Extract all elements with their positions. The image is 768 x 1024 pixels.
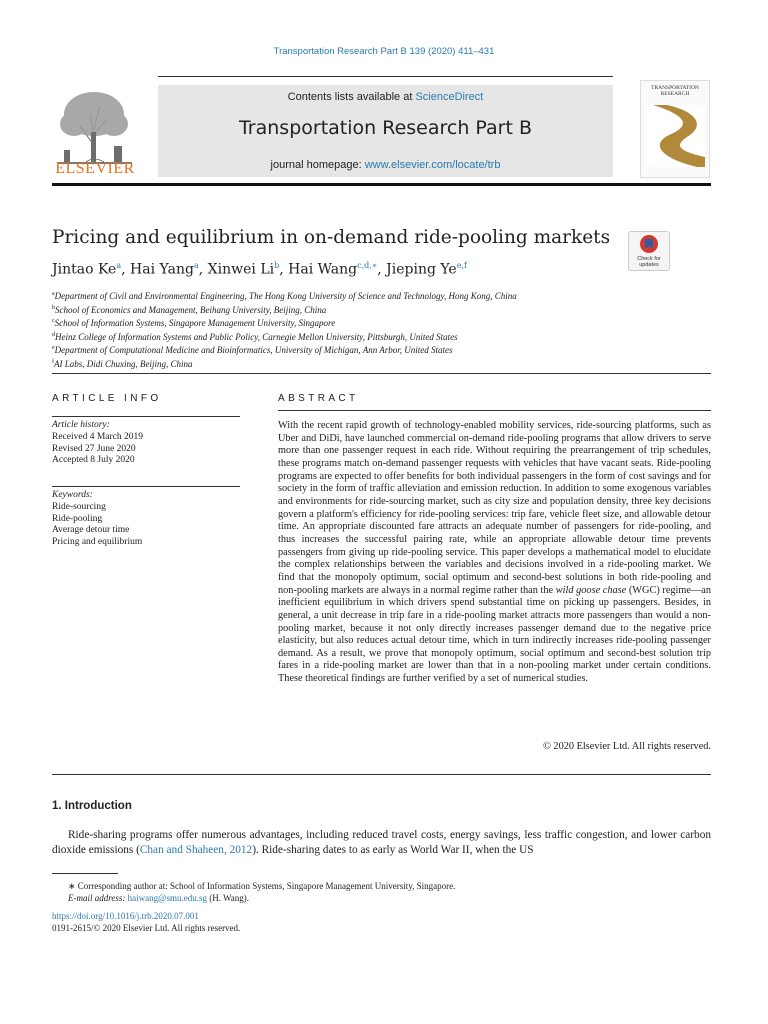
abstract-rule [278, 410, 711, 411]
abstract-copyright: © 2020 Elsevier Ltd. All rights reserved. [543, 741, 711, 752]
affiliation-marker: d [52, 331, 55, 338]
affiliation-marker: a [52, 291, 55, 297]
issn-line: 0191-2615/© 2020 Elsevier Ltd. All rights reserved. [52, 923, 241, 933]
homepage-prefix: journal homepage: [270, 159, 365, 171]
affiliation-list [52, 289, 692, 371]
section-heading-introduction: 1. Introduction [52, 800, 132, 812]
article-title: Pricing and equilibrium in on-demand ride-pooling markets [52, 227, 611, 248]
citation-link[interactable]: Chan and Shaheen, 2012 [139, 844, 253, 856]
introduction-paragraph [52, 828, 711, 858]
author-name[interactable]: Xinwei Li [207, 261, 275, 278]
affiliation-text: School of Information Systems, Singapore Management University, Singapore [54, 318, 336, 329]
affiliation-marker: e [52, 345, 55, 352]
article-history [52, 420, 240, 467]
doi-link[interactable]: https://doi.org/10.1016/j.trb.2020.07.001 [52, 911, 199, 921]
article-info-rule [52, 416, 240, 417]
author-affil-marker[interactable]: a [193, 261, 199, 270]
history-item: Accepted 8 July 2020 [52, 455, 135, 466]
abstract-divider [52, 774, 711, 775]
check-for-updates-button[interactable] [628, 231, 670, 271]
abstract-italic-term: wild goose chase [555, 584, 627, 596]
email-note [52, 892, 711, 904]
crossmark-icon [629, 232, 669, 256]
affiliation-item [52, 357, 692, 371]
keywords-rule [52, 486, 240, 487]
affiliation-text: Department of Civil and Environmental Engineering, The Hong Kong University of Science and Technology, Hong Kong, China [54, 291, 517, 301]
author-affil-marker[interactable]: b [274, 261, 280, 270]
email-link[interactable]: haiwang@smu.edu.sg [127, 893, 207, 903]
email-suffix: (H. Wang). [209, 893, 250, 903]
affiliation-item [52, 303, 692, 317]
abstract-heading: ABSTRACT [278, 393, 359, 404]
masthead-top-rule [158, 76, 613, 77]
email-label: E-mail address: [68, 893, 126, 903]
intro-text-part2: ). Ride-sharing dates to as early as World War II, when the US [252, 844, 534, 856]
intro-text-part1: Ride-sharing programs offer numerous advantages, including reduced travel costs, energy savings, less traffic congestion, and lower carbon dioxide emissions ( [52, 829, 711, 856]
author-affil-marker[interactable]: e,f [456, 261, 467, 270]
affiliation-text: School of Economics and Management, Beihang University, Beijing, China [55, 304, 327, 315]
contents-line [158, 91, 613, 103]
crossmark-label [629, 256, 669, 268]
journal-homepage-link[interactable]: www.elsevier.com/locate/trb [364, 159, 501, 171]
corresponding-author-text: Corresponding author at: School of Information Systems, Singapore Management University, Singapore. [77, 881, 456, 891]
journal-masthead [52, 76, 711, 188]
cover-title: TRANSPORTATION RESEARCH [651, 85, 699, 97]
affiliation-item [52, 330, 692, 344]
footnotes [52, 880, 711, 934]
abstract-text [278, 420, 711, 686]
contents-prefix: Contents lists available at [287, 91, 416, 103]
affiliation-text: Department of Computational Medicine and Bioinformatics, University of Michigan, Ann Arbor, United States [54, 345, 453, 356]
keywords-label: Keywords: [52, 490, 93, 500]
masthead-band [158, 85, 613, 177]
abstract-text-part1: With the recent rapid growth of technology-enabled mobility services, ride-sourcing platforms, such as Uber and DiDi, have launched commercial on-demand ride-pooling programs that allow drivers to serve more than one passenger request in each ride. Without requiring the prearrangement of trip schedules, these programs match on-demand passenger requests with vehicles that have vacant seats. Ride-pooling programs are expected to offer benefits for both individual passengers in the form of cost savings and for society in the form of traffic alleviation and emission reduction. In addition to some exogenous variables and environments for ride-sourcing market, such as city size and population density, three key decisions govern a platform's efficiency for ride-pooling services: trip fare, vehicle fleet size, and allowable detour time. An appropriate discounted fare attracts an adequate number of passengers for ride-pooling, and thus increases the successful pairing rate, while an appropriate allowable detour time prevents passengers from giving up ride-pooling service. This paper develops a mathematical model to elucidate the complex relationships between the variables and decisions involved in a ride-pooling market. We find that the monopoly optimum, social optimum and second-best solutions in both ride-pooling and non-pooling markets are always in a normal regime rather than the [278, 420, 711, 596]
author-name[interactable]: Hai Wang [288, 261, 358, 278]
journal-title: Transportation Research Part B [238, 117, 532, 139]
crossmark-label-line1: Check for [637, 256, 661, 262]
author-name[interactable]: Jieping Ye [386, 261, 457, 278]
affiliation-item [52, 316, 692, 330]
history-item: Received 4 March 2019 [52, 431, 144, 442]
homepage-line [158, 159, 613, 171]
affiliation-item [52, 343, 692, 357]
abstract-text-part2: (WGC) regime—an inefficient equilibrium in which drivers spend substantial time on picking up passengers. Besides, in general, a unit decrease in trip fare in a ride-pooling market attracts more passengers than would a non-pooling market, because it not only directly increases passenger demand due to the negative price elasticity, but also reduces actual detour time, which in turn indirectly increases ride-pooling passenger demand. As a result, we prove that monopoly optimum, social optimum and second-best solution trip fares in a ride-pooling market are lower than that in a non-pooling market under certain conditions. These theoretical findings are further verified by a set of numerical studies. [278, 584, 711, 685]
affiliation-marker: f [52, 358, 54, 365]
journal-cover-thumbnail[interactable] [640, 80, 710, 178]
crossmark-label-line2: updates [639, 262, 659, 268]
history-item: Revised 27 June 2020 [52, 443, 136, 454]
footnote-rule [52, 873, 118, 874]
doi-line [52, 910, 711, 922]
history-label: Article history: [52, 420, 110, 430]
keyword-item: Pricing and equilibrium [52, 537, 143, 548]
author-name[interactable]: Hai Yang [130, 261, 194, 278]
masthead-bottom-rule [52, 183, 711, 186]
author-name[interactable]: Jintao Ke [52, 261, 117, 278]
affiliation-item [52, 289, 692, 303]
journal-reference-link[interactable]: Transportation Research Part B 139 (2020) 411–431 [273, 46, 495, 57]
publisher-name: ELSEVIER [55, 160, 135, 177]
footnote-mark: ∗ [68, 881, 76, 891]
sciencedirect-link[interactable]: ScienceDirect [415, 91, 484, 103]
keyword-item: Ride-sourcing [52, 501, 106, 512]
affiliation-text: Heinz College of Information Systems and Public Policy, Carnegie Mellon University, Pittsburgh, United States [55, 331, 458, 342]
keyword-item: Ride-pooling [52, 513, 103, 524]
keywords-block [52, 490, 240, 549]
article-info-heading: ARTICLE INFO [52, 393, 162, 404]
affiliation-marker: b [52, 304, 55, 311]
corresponding-author-note [52, 880, 711, 892]
author-list: Jintao Ke$^a$, Hai Yang$^a$, Xinwei Li$^b$, Hai Wang$^{c,d,∗}$, Jieping Ye$^{e,f}$ [52, 261, 467, 278]
road-cover-art-icon [645, 105, 705, 167]
keyword-item: Average detour time [52, 525, 130, 536]
header-divider [52, 373, 711, 374]
author-affil-marker[interactable]: a [116, 261, 122, 270]
affiliation-marker: c [52, 318, 55, 325]
author-affil-marker[interactable]: c,d,∗ [357, 261, 378, 270]
affiliation-text: AI Labs, Didi Chuxing, Beijing, China [54, 358, 193, 369]
